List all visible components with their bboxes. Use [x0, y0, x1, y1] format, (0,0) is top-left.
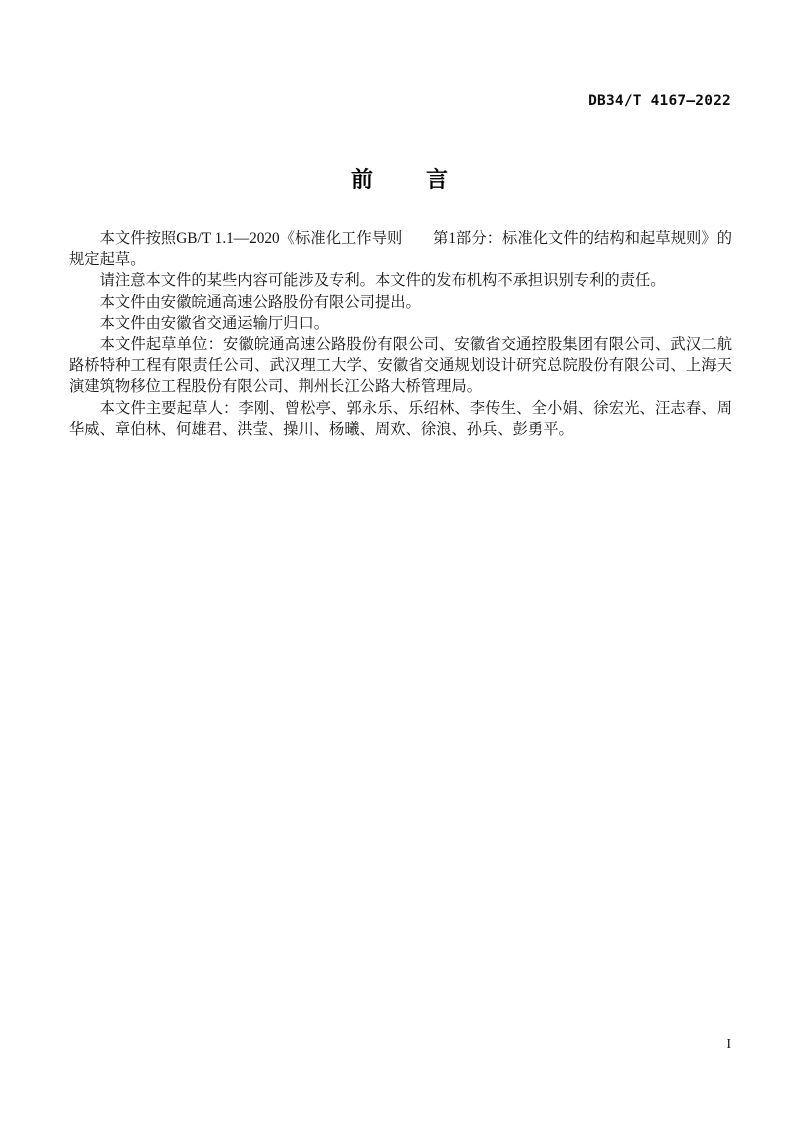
paragraph-patent-notice: 请注意本文件的某些内容可能涉及专利。本文件的发布机构不承担识别专利的责任。	[99, 272, 666, 290]
paragraph-drafting-rules: 本文件按照GB/T 1.1—2020《标准化工作导则 第1部分：标准化文件的结构和起草规则》的规定起草。	[69, 230, 732, 269]
running-header-standard-number: DB34/T 4167—2022	[588, 93, 731, 109]
paragraph-principal-drafters: 本文件主要起草人：李刚、曾松亭、郭永乐、乐绍林、李传生、全小娟、徐宏光、汪志春、周华威、章伯林、何雄君、洪莹、操川、杨曦、周欢、徐浪、孙兵、彭勇平。	[69, 399, 732, 438]
paragraph-administered-by: 本文件由安徽省交通运输厅归口。	[99, 314, 330, 332]
paragraph-proposed-by: 本文件由安徽皖通高速公路股份有限公司提出。	[99, 293, 421, 311]
paragraph-drafting-organizations: 本文件起草单位：安徽皖通高速公路股份有限公司、安徽省交通控股集团有限公司、武汉二航路桥特种工程有限责任公司、武汉理工大学、安徽省交通规划设计研究总院股份有限公司、上海天演建筑物移位工程股份有限公司、荆州长江公路大桥管理局。	[69, 336, 732, 396]
footer-page-number: I	[726, 1037, 731, 1052]
foreword-body	[69, 228, 732, 440]
page-title: 前 言	[351, 168, 449, 193]
